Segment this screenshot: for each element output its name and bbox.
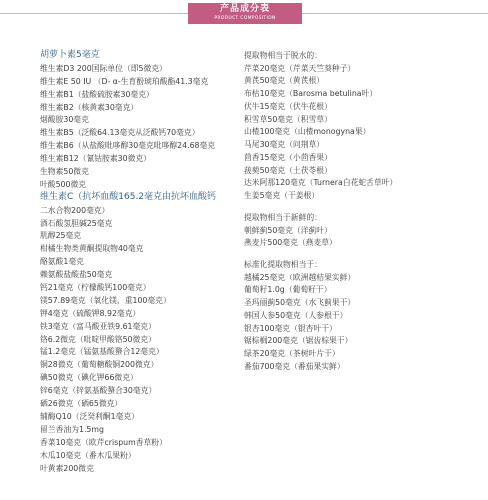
ingredient-row: 芹菜20毫克（芹菜天竺葵种子）	[244, 63, 356, 73]
ingredient-row: 维生素B5（泛酸64.13毫克从泛酸钙70毫克）	[40, 128, 200, 138]
header-banner	[188, 3, 302, 24]
ingredient-row: 赖氨酸盐酸盐50毫克	[40, 270, 113, 280]
ingredient-row: 镁57.89毫克（氧化镁，重100毫克）	[40, 295, 171, 305]
ingredient-row: 伏牛15毫克（伏牛花根）	[244, 101, 332, 111]
ingredient-row: 积雪草50毫克（积雪草）	[244, 114, 332, 124]
section-heading: 提取物相当于新鲜的：	[244, 212, 322, 222]
section-header	[0, 0, 488, 26]
ingredient-row: 木瓜10毫克（番木瓜果粉）	[40, 450, 136, 460]
ingredient-row: 维生素B12（氰钴胺素30微克）	[40, 154, 151, 164]
header-divider-left	[0, 13, 188, 14]
ingredient-row: 酪氨酸1毫克	[40, 257, 84, 267]
ingredient-row: 留兰香油为1.5mg	[40, 424, 104, 434]
ingredient-row: 锌6毫克（锌氨基酸螯合30毫克）	[40, 386, 157, 396]
ingredient-row: 维生素B1（盐酸硫胺素30毫克）	[40, 89, 154, 99]
section-spacer	[244, 250, 474, 259]
section-heading: 提取物相当于脱水的：	[244, 51, 322, 60]
ingredient-row: 维生素E 50 IU （D- α-生育酚琥珀酸酯41.3毫克	[40, 76, 209, 86]
ingredient-row: 烟酸胺30毫克	[40, 115, 89, 125]
ingredient-row: 锰1.2毫克（锰氨基酸螯合12毫克）	[40, 347, 164, 357]
ingredient-row: 朝鲜蓟50毫克（洋蓟叶）	[244, 225, 332, 235]
section-heading: 标准化提取物相当于：	[244, 260, 322, 270]
ingredient-list-left	[40, 50, 238, 475]
ingredient-row: 叶黄素200微克	[40, 463, 94, 473]
ingredient-row: 绿茶20毫克（茶树叶片干）	[244, 349, 340, 359]
ingredient-row: 维生素B2（核黄素30毫克）	[40, 102, 139, 112]
ingredient-row: 铜28微克（葡萄糖酸铜200微克）	[40, 360, 159, 370]
ingredient-row: 香菜10毫克（欧芹crispum香草粉）	[40, 437, 167, 447]
ingredient-row: 山楂100毫克（山楂monogyna果）	[244, 127, 371, 137]
ingredient-row: 生物素50微克	[40, 167, 89, 177]
ingredient-row: 菝葜50毫克（土茯苓根）	[244, 165, 332, 175]
header-divider-right	[302, 13, 488, 14]
ingredient-row: 韩国人参50毫克（人参根干）	[244, 310, 348, 320]
ingredient-row: 钾4毫克（硫酸钾8.92毫克）	[40, 308, 141, 318]
ingredient-row: 铬6.2微克（吡啶甲酸铬50微克）	[40, 334, 156, 344]
ingredient-list-right	[244, 50, 474, 374]
ingredient-row: 黄芪50毫克（黄芪根）	[244, 76, 325, 86]
ingredient-row: 葡萄籽1.0g（葡萄籽干）	[244, 285, 332, 295]
ingredient-row: 铁3毫克（富马酸亚铁9.61毫克）	[40, 321, 156, 331]
header-subtitle: PRODUCT COMPOSITION	[214, 16, 276, 21]
ingredient-row: 酒石酸氢胆碱25毫克	[40, 218, 113, 228]
header-title: 产品成分表	[219, 4, 270, 14]
ingredient-row: 银杏100毫克（银杏叶干）	[244, 323, 337, 333]
ingredient-row: 锯棕榈200毫克（锯齿棕果干）	[244, 336, 353, 346]
ingredient-row: 维生素D3 200国际单位（即5微克）	[40, 63, 167, 73]
ingredient-row: 越橘25毫克（欧洲越桔果实鲜）	[244, 272, 356, 282]
ingredient-row: 硒26微克（硒65微克）	[40, 399, 123, 409]
ingredient-row: 二水合物200毫克）	[40, 205, 110, 215]
ingredient-row: 肌醇25毫克	[40, 231, 82, 241]
ingredient-row: 番茄700毫克（番茄果实鲜）	[244, 361, 345, 371]
ingredient-row: 钙21毫克（柠檬酸钙100毫克）	[40, 283, 151, 293]
ingredient-row: 布枯10毫克（Barosma betulina叶）	[244, 89, 378, 99]
ingredient-row: 马尾30毫克（问荆草）	[244, 140, 325, 150]
ingredient-row: 辅酶Q10（泛癸利酮1毫克）	[40, 411, 139, 421]
ingredient-row: 燕麦片500毫克（燕麦草）	[244, 238, 337, 248]
ingredient-row: 柑橘生物类黄酮提取物40毫克	[40, 244, 144, 254]
ingredient-row: 维生素B6（从盐酸吡哆醇30毫克吡哆醇24.68毫克	[40, 141, 216, 151]
ingredient-row: 碘50微克（碘化钾66微克）	[40, 373, 138, 383]
section-spacer	[244, 203, 474, 212]
ingredient-row: 叶酸500微克	[40, 179, 87, 189]
ingredient-row: 茴香15毫克（小茴香果）	[244, 152, 332, 162]
ingredient-row: 达米阿那120毫克（Turnera白花蛇舌草叶）	[244, 178, 398, 188]
ingredient-row: 维生素C（抗坏血酸165.2毫克由抗坏血酸钙	[40, 191, 217, 202]
ingredient-row: 胡萝卜素5毫克	[40, 50, 100, 60]
ingredient-row: 圣玛丽蓟50毫克（水飞蓟果干）	[244, 298, 356, 308]
ingredient-row: 生姜5毫克（干姜根）	[244, 191, 320, 201]
